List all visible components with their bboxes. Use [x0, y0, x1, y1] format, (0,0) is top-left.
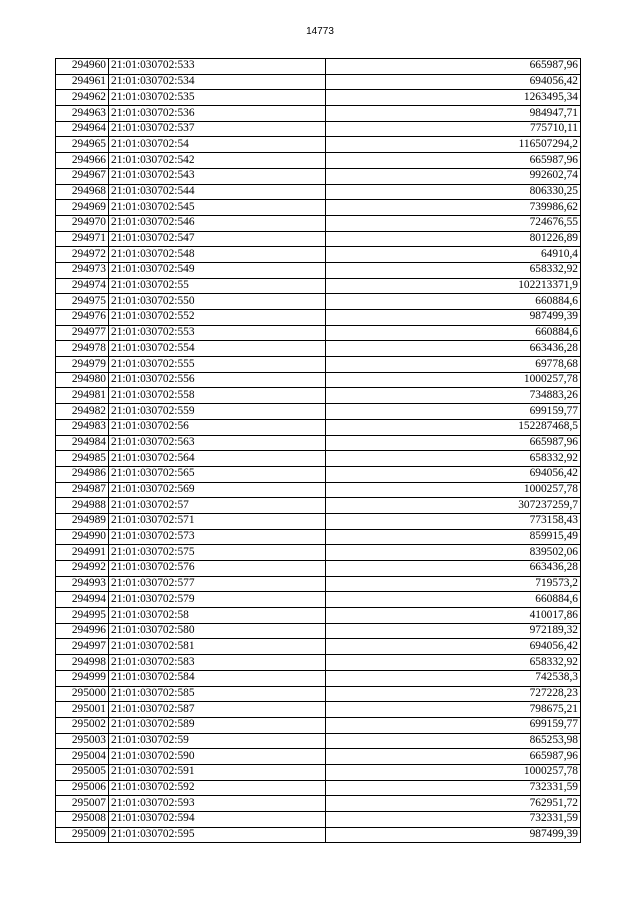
cadastral-number-cell: 21:01:030702:593: [109, 796, 326, 812]
table-row: [56, 592, 581, 608]
table-row: [56, 733, 581, 749]
cadastral-number-cell: 21:01:030702:553: [109, 325, 326, 341]
table-row: [56, 184, 581, 200]
row-id-cell: 294976: [56, 310, 109, 326]
table-row: [56, 670, 581, 686]
table-row: [56, 482, 581, 498]
cadastral-number-cell: 21:01:030702:585: [109, 686, 326, 702]
row-id-cell: 295000: [56, 686, 109, 702]
cadastral-value-cell: 663436,28: [326, 561, 581, 577]
cadastral-value-cell: 727228,23: [326, 686, 581, 702]
table-row: [56, 357, 581, 373]
cadastral-value-cell: 724676,55: [326, 215, 581, 231]
cadastral-value-cell: 762951,72: [326, 796, 581, 812]
cadastral-number-cell: 21:01:030702:556: [109, 372, 326, 388]
cadastral-number-cell: 21:01:030702:590: [109, 749, 326, 765]
cadastral-number-cell: 21:01:030702:583: [109, 655, 326, 671]
row-id-cell: 295006: [56, 780, 109, 796]
row-id-cell: 294992: [56, 561, 109, 577]
cadastral-number-cell: 21:01:030702:56: [109, 419, 326, 435]
cadastral-number-cell: 21:01:030702:564: [109, 451, 326, 467]
cadastral-value-cell: 307237259,7: [326, 498, 581, 514]
row-id-cell: 294978: [56, 341, 109, 357]
row-id-cell: 294975: [56, 294, 109, 310]
row-id-cell: 294969: [56, 200, 109, 216]
cadastral-value-cell: 734883,26: [326, 388, 581, 404]
row-id-cell: 295004: [56, 749, 109, 765]
row-id-cell: 294966: [56, 153, 109, 169]
cadastral-number-cell: 21:01:030702:554: [109, 341, 326, 357]
row-id-cell: 294970: [56, 215, 109, 231]
cadastral-value-cell: 699159,77: [326, 404, 581, 420]
row-id-cell: 294989: [56, 513, 109, 529]
row-id-cell: 294982: [56, 404, 109, 420]
table-row: [56, 59, 581, 75]
table-row: [56, 749, 581, 765]
table-row: [56, 341, 581, 357]
cadastral-number-cell: 21:01:030702:584: [109, 670, 326, 686]
row-id-cell: 294977: [56, 325, 109, 341]
cadastral-number-cell: 21:01:030702:55: [109, 278, 326, 294]
cadastral-number-cell: 21:01:030702:535: [109, 90, 326, 106]
cadastral-number-cell: 21:01:030702:550: [109, 294, 326, 310]
row-id-cell: 294986: [56, 466, 109, 482]
table-row: [56, 262, 581, 278]
table-row: [56, 278, 581, 294]
cadastral-number-cell: 21:01:030702:589: [109, 717, 326, 733]
row-id-cell: 294984: [56, 435, 109, 451]
row-id-cell: 294973: [56, 262, 109, 278]
row-id-cell: 294981: [56, 388, 109, 404]
table-row: [56, 686, 581, 702]
table-row: [56, 639, 581, 655]
table-row: [56, 513, 581, 529]
table-row: [56, 90, 581, 106]
cadastral-number-cell: 21:01:030702:587: [109, 702, 326, 718]
row-id-cell: 295007: [56, 796, 109, 812]
table-row: [56, 231, 581, 247]
row-id-cell: 294962: [56, 90, 109, 106]
page-number: 14773: [306, 26, 334, 37]
row-id-cell: 294979: [56, 357, 109, 373]
cadastral-number-cell: 21:01:030702:537: [109, 121, 326, 137]
row-id-cell: 294972: [56, 247, 109, 263]
cadastral-number-cell: 21:01:030702:558: [109, 388, 326, 404]
cadastral-value-cell: 972189,32: [326, 623, 581, 639]
row-id-cell: 294960: [56, 59, 109, 75]
table-row: [56, 498, 581, 514]
cadastral-number-cell: 21:01:030702:577: [109, 576, 326, 592]
cadastral-value-cell: 699159,77: [326, 717, 581, 733]
row-id-cell: 294999: [56, 670, 109, 686]
table-row: [56, 796, 581, 812]
row-id-cell: 294987: [56, 482, 109, 498]
cadastral-value-cell: 69778,68: [326, 357, 581, 373]
cadastral-value-cell: 102213371,9: [326, 278, 581, 294]
row-id-cell: 294980: [56, 372, 109, 388]
cadastral-number-cell: 21:01:030702:580: [109, 623, 326, 639]
table-row: [56, 388, 581, 404]
table-row: [56, 812, 581, 828]
table-row: [56, 121, 581, 137]
cadastral-number-cell: 21:01:030702:576: [109, 561, 326, 577]
row-id-cell: 295009: [56, 827, 109, 843]
cadastral-number-cell: 21:01:030702:546: [109, 215, 326, 231]
row-id-cell: 294997: [56, 639, 109, 655]
row-id-cell: 294971: [56, 231, 109, 247]
cadastral-number-cell: 21:01:030702:542: [109, 153, 326, 169]
row-id-cell: 294993: [56, 576, 109, 592]
row-id-cell: 294964: [56, 121, 109, 137]
cadastral-number-cell: 21:01:030702:559: [109, 404, 326, 420]
cadastral-value-cell: 987499,39: [326, 827, 581, 843]
cadastral-value-cell: 1000257,78: [326, 372, 581, 388]
cadastral-value-cell: 665987,96: [326, 153, 581, 169]
registry-table-body: [56, 59, 581, 843]
cadastral-number-cell: 21:01:030702:594: [109, 812, 326, 828]
cadastral-value-cell: 739986,62: [326, 200, 581, 216]
cadastral-value-cell: 658332,92: [326, 655, 581, 671]
cadastral-number-cell: 21:01:030702:545: [109, 200, 326, 216]
cadastral-value-cell: 410017,86: [326, 608, 581, 624]
table-row: [56, 325, 581, 341]
cadastral-number-cell: 21:01:030702:591: [109, 764, 326, 780]
cadastral-value-cell: 992602,74: [326, 168, 581, 184]
table-row: [56, 153, 581, 169]
cadastral-value-cell: 775710,11: [326, 121, 581, 137]
row-id-cell: 294995: [56, 608, 109, 624]
table-row: [56, 702, 581, 718]
cadastral-number-cell: 21:01:030702:565: [109, 466, 326, 482]
cadastral-number-cell: 21:01:030702:563: [109, 435, 326, 451]
registry-table: [55, 58, 581, 843]
row-id-cell: 294994: [56, 592, 109, 608]
table-row: [56, 200, 581, 216]
table-row: [56, 608, 581, 624]
table-row: [56, 717, 581, 733]
cadastral-value-cell: 665987,96: [326, 435, 581, 451]
cadastral-number-cell: 21:01:030702:547: [109, 231, 326, 247]
row-id-cell: 294974: [56, 278, 109, 294]
table-row: [56, 764, 581, 780]
row-id-cell: 294983: [56, 419, 109, 435]
row-id-cell: 294963: [56, 106, 109, 122]
cadastral-number-cell: 21:01:030702:548: [109, 247, 326, 263]
table-row: [56, 310, 581, 326]
row-id-cell: 294990: [56, 529, 109, 545]
table-row: [56, 215, 581, 231]
cadastral-value-cell: 859915,49: [326, 529, 581, 545]
cadastral-value-cell: 732331,59: [326, 780, 581, 796]
row-id-cell: 294996: [56, 623, 109, 639]
cadastral-number-cell: 21:01:030702:543: [109, 168, 326, 184]
cadastral-value-cell: 660884,6: [326, 592, 581, 608]
cadastral-value-cell: 798675,21: [326, 702, 581, 718]
table-row: [56, 74, 581, 90]
table-row: [56, 561, 581, 577]
cadastral-number-cell: 21:01:030702:571: [109, 513, 326, 529]
cadastral-number-cell: 21:01:030702:536: [109, 106, 326, 122]
cadastral-number-cell: 21:01:030702:54: [109, 137, 326, 153]
cadastral-value-cell: 694056,42: [326, 639, 581, 655]
cadastral-number-cell: 21:01:030702:58: [109, 608, 326, 624]
cadastral-value-cell: 719573,2: [326, 576, 581, 592]
row-id-cell: 295003: [56, 733, 109, 749]
cadastral-value-cell: 1000257,78: [326, 482, 581, 498]
cadastral-number-cell: 21:01:030702:581: [109, 639, 326, 655]
cadastral-value-cell: 660884,6: [326, 325, 581, 341]
cadastral-value-cell: 658332,92: [326, 451, 581, 467]
cadastral-value-cell: 663436,28: [326, 341, 581, 357]
cadastral-value-cell: 839502,06: [326, 545, 581, 561]
cadastral-number-cell: 21:01:030702:569: [109, 482, 326, 498]
row-id-cell: 294985: [56, 451, 109, 467]
table-row: [56, 137, 581, 153]
cadastral-value-cell: 64910,4: [326, 247, 581, 263]
row-id-cell: 294998: [56, 655, 109, 671]
table-row: [56, 168, 581, 184]
table-row: [56, 466, 581, 482]
cadastral-number-cell: 21:01:030702:579: [109, 592, 326, 608]
table-row: [56, 372, 581, 388]
cadastral-value-cell: 865253,98: [326, 733, 581, 749]
table-row: [56, 451, 581, 467]
table-row: [56, 106, 581, 122]
cadastral-value-cell: 660884,6: [326, 294, 581, 310]
cadastral-value-cell: 773158,43: [326, 513, 581, 529]
cadastral-value-cell: 987499,39: [326, 310, 581, 326]
cadastral-value-cell: 742538,3: [326, 670, 581, 686]
table-row: [56, 529, 581, 545]
cadastral-value-cell: 806330,25: [326, 184, 581, 200]
cadastral-value-cell: 801226,89: [326, 231, 581, 247]
row-id-cell: 295008: [56, 812, 109, 828]
row-id-cell: 294965: [56, 137, 109, 153]
table-row: [56, 780, 581, 796]
cadastral-value-cell: 694056,42: [326, 74, 581, 90]
cadastral-value-cell: 658332,92: [326, 262, 581, 278]
row-id-cell: 294967: [56, 168, 109, 184]
cadastral-value-cell: 694056,42: [326, 466, 581, 482]
row-id-cell: 295005: [56, 764, 109, 780]
table-row: [56, 435, 581, 451]
cadastral-value-cell: 152287468,5: [326, 419, 581, 435]
row-id-cell: 294961: [56, 74, 109, 90]
cadastral-number-cell: 21:01:030702:534: [109, 74, 326, 90]
cadastral-number-cell: 21:01:030702:552: [109, 310, 326, 326]
row-id-cell: 294968: [56, 184, 109, 200]
cadastral-value-cell: 116507294,2: [326, 137, 581, 153]
row-id-cell: 294991: [56, 545, 109, 561]
cadastral-number-cell: 21:01:030702:575: [109, 545, 326, 561]
cadastral-number-cell: 21:01:030702:59: [109, 733, 326, 749]
table-row: [56, 545, 581, 561]
table-row: [56, 576, 581, 592]
cadastral-number-cell: 21:01:030702:549: [109, 262, 326, 278]
cadastral-value-cell: 984947,71: [326, 106, 581, 122]
table-row: [56, 294, 581, 310]
cadastral-value-cell: 732331,59: [326, 812, 581, 828]
cadastral-value-cell: 1000257,78: [326, 764, 581, 780]
row-id-cell: 295001: [56, 702, 109, 718]
table-row: [56, 623, 581, 639]
cadastral-number-cell: 21:01:030702:555: [109, 357, 326, 373]
cadastral-number-cell: 21:01:030702:533: [109, 59, 326, 75]
cadastral-value-cell: 665987,96: [326, 59, 581, 75]
row-id-cell: 295002: [56, 717, 109, 733]
table-row: [56, 247, 581, 263]
cadastral-number-cell: 21:01:030702:544: [109, 184, 326, 200]
table-row: [56, 655, 581, 671]
cadastral-number-cell: 21:01:030702:573: [109, 529, 326, 545]
table-row: [56, 419, 581, 435]
row-id-cell: 294988: [56, 498, 109, 514]
cadastral-value-cell: 665987,96: [326, 749, 581, 765]
table-row: [56, 404, 581, 420]
cadastral-number-cell: 21:01:030702:592: [109, 780, 326, 796]
cadastral-number-cell: 21:01:030702:595: [109, 827, 326, 843]
table-row: [56, 827, 581, 843]
cadastral-number-cell: 21:01:030702:57: [109, 498, 326, 514]
cadastral-value-cell: 1263495,34: [326, 90, 581, 106]
